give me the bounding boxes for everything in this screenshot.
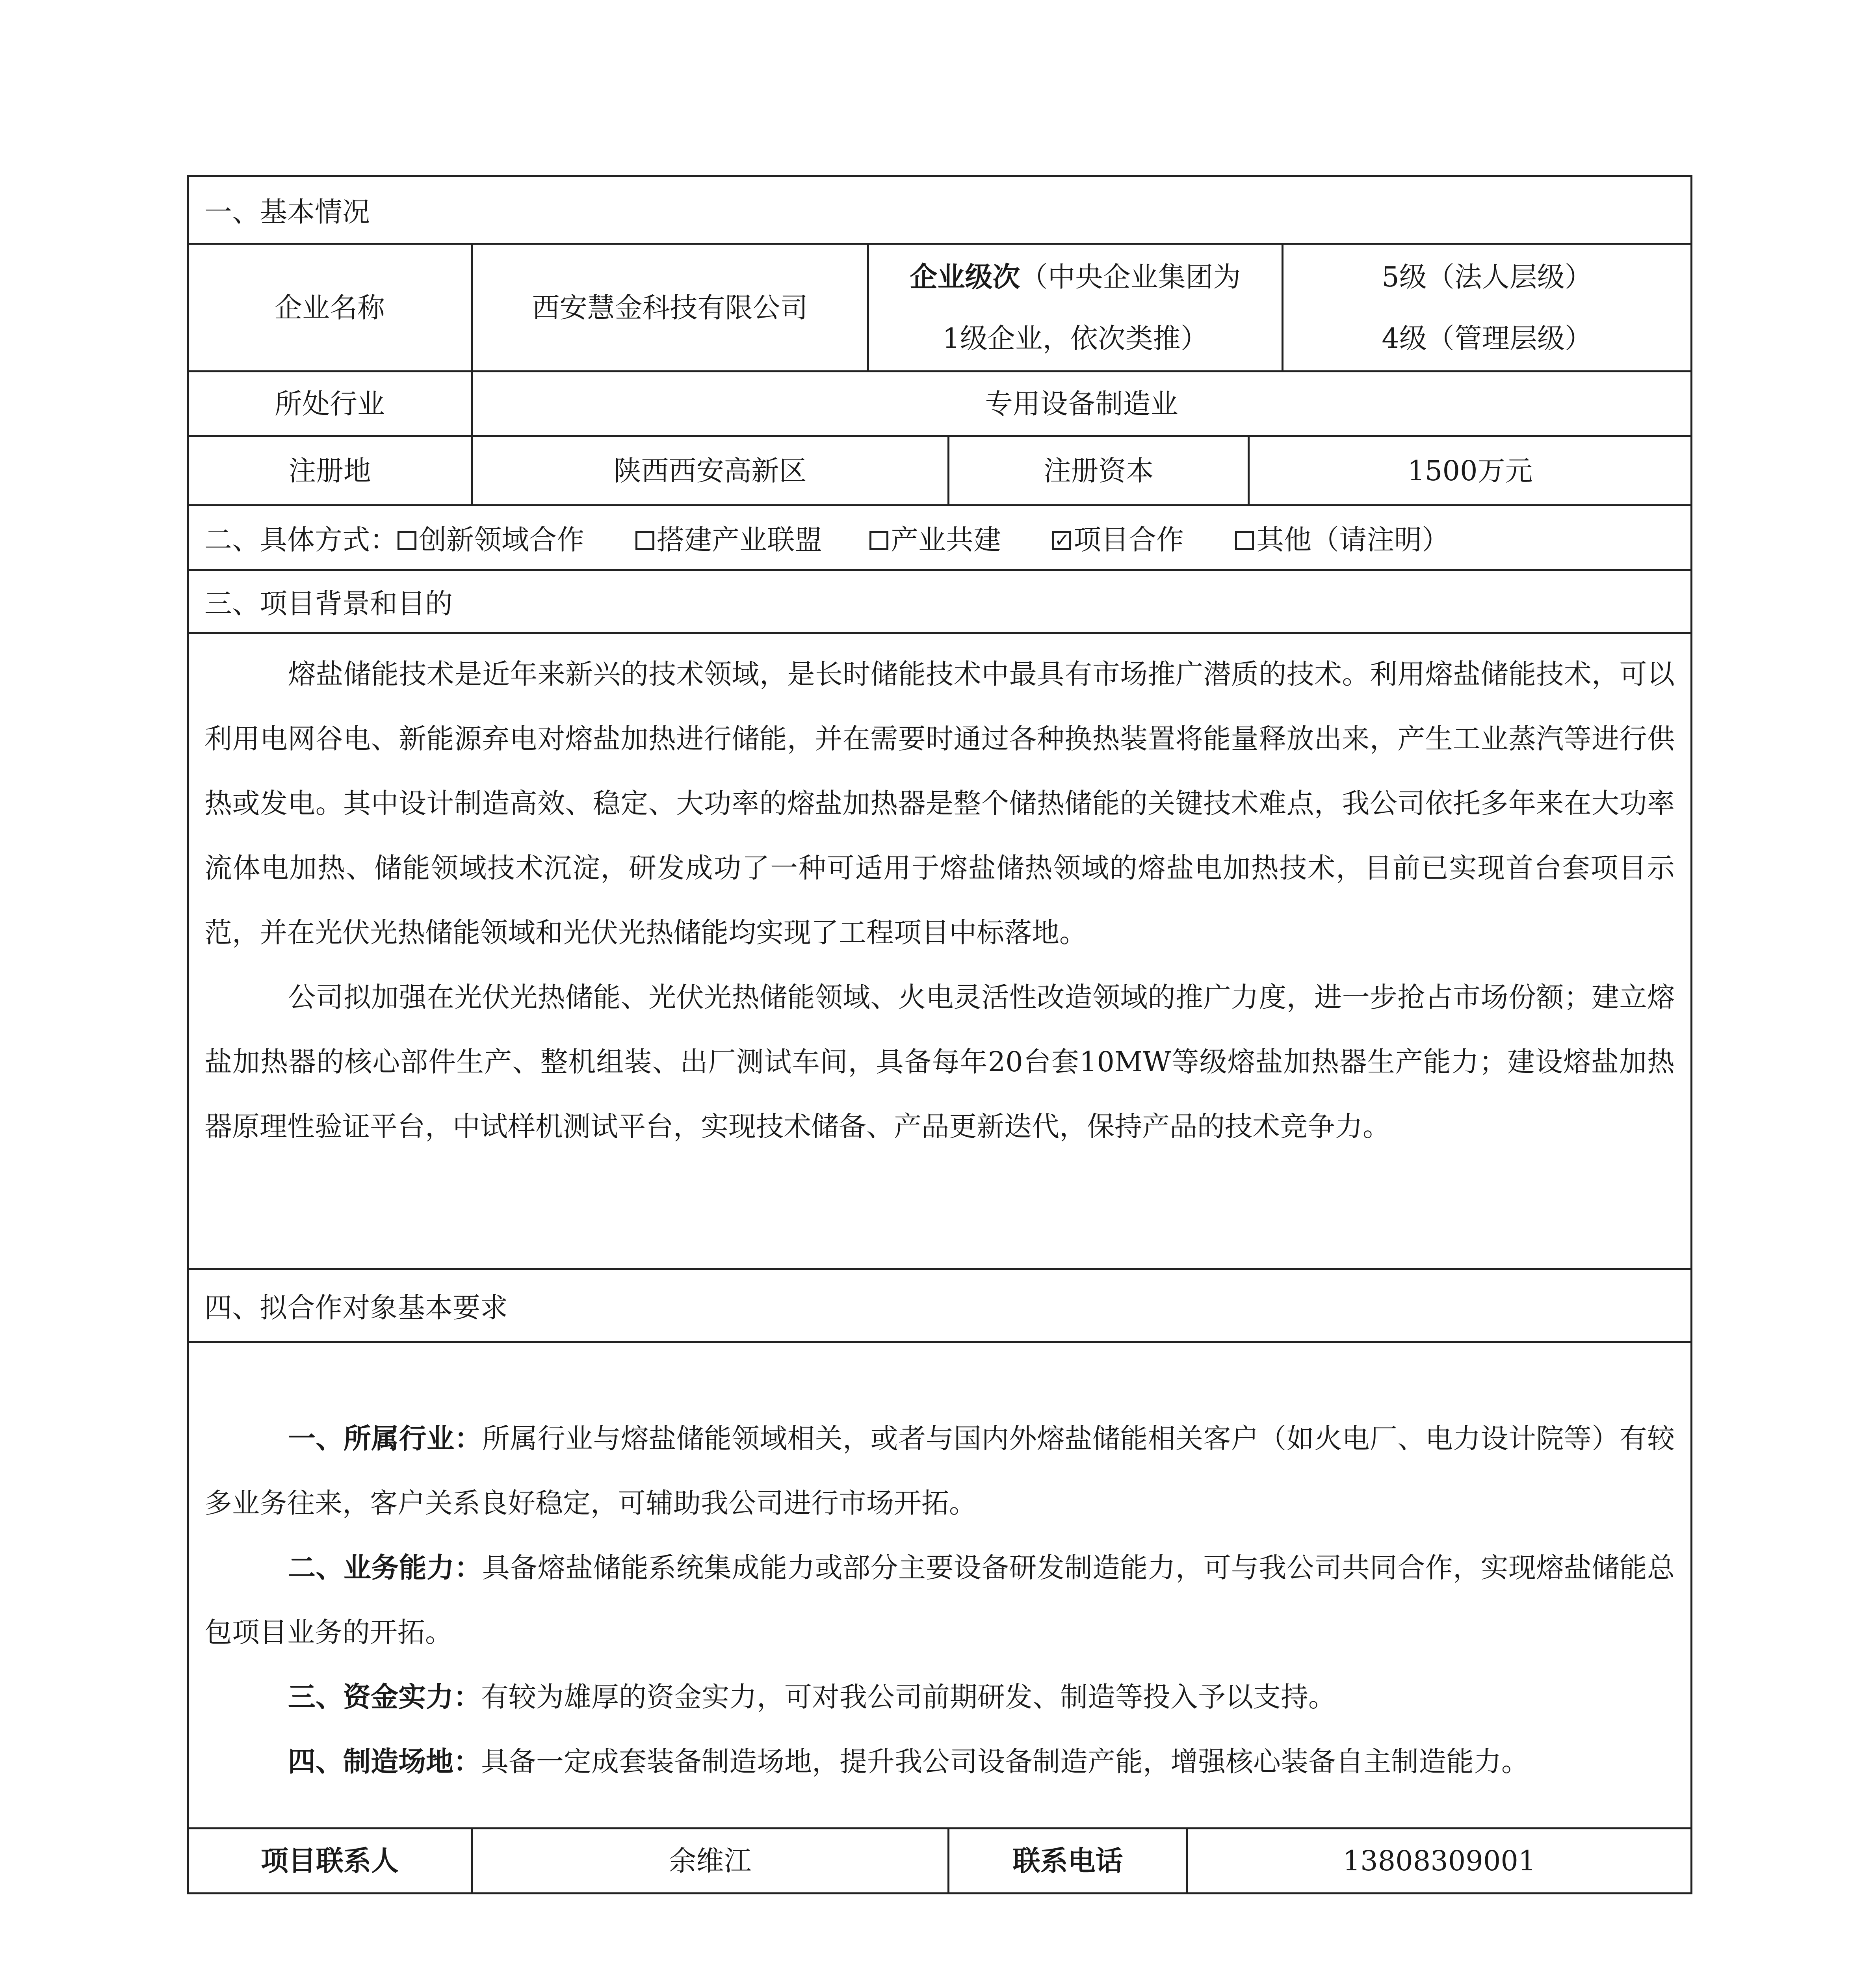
level-label-bold: 企业级次	[910, 260, 1020, 293]
requirement-item: 四、制造场地：具备一定成套装备制造场地，提升我公司设备制造产能，增强核心装备自主制造能力。	[288, 1745, 1529, 1778]
checkbox-unchecked-icon[interactable]	[869, 531, 888, 550]
background-paragraph-1: 熔盐储能技术是近年来新兴的技术领域，是长时储能技术中最具有市场推广潜质的技术。利用熔盐储能技术，可以利用电网谷电、新能源弃电对熔盐加热进行储能，并在需要时通过各种换热装置将能量释放出来，产生工业蒸汽等进行供热或发电。其中设计制造高效、稳定、大功率的熔盐加热器是整个储热储能的关键技术难点，我公司依托多年来在大功率流体电加热、储能领域技术沉淀，研发成功了一种可适用于熔盐储热领域的熔盐电加热技术，目前已实现首台套项目示范，并在光伏光热储能领域和光伏光热储能均实现了工程项目中标落地。	[204, 658, 1675, 949]
background-paragraph-2: 公司拟加强在光伏光热储能、光伏光热储能领域、火电灵活性改造领域的推广力度，进一步抢占市场份额；建立熔盐加热器的核心部件生产、整机组装、出厂测试车间，具备每年20台套10MW等级熔盐加热器生产能力；建设熔盐加热器原理性验证平台，中试样机测试平台，实现技术储备、产品更新迭代，保持产品的技术竞争力。	[204, 981, 1675, 1143]
section-background-title: 三、项目背景和目的	[204, 587, 453, 620]
checkbox-unchecked-icon[interactable]	[635, 531, 654, 550]
method-label: 二、具体方式：	[204, 524, 397, 556]
method-row	[187, 504, 1692, 569]
checkbox-checked-icon[interactable]: ✓	[1052, 531, 1071, 550]
industry-value: 专用设备制造业	[471, 372, 1690, 435]
checkbox-unchecked-icon[interactable]	[397, 531, 416, 550]
form-table	[187, 175, 1692, 1894]
method-option-alliance[interactable]: 搭建产业联盟	[635, 518, 822, 558]
industry-row	[187, 370, 1692, 435]
company-value: 西安慧金科技有限公司	[471, 245, 867, 370]
section-requirements-title: 四、拟合作对象基本要求	[204, 1292, 508, 1324]
reg-place-label: 注册地	[288, 454, 371, 487]
contact-row	[187, 1827, 1692, 1894]
level-value-line1: 5级（法人层级）	[1382, 260, 1592, 293]
method-options	[189, 506, 1690, 569]
registration-row	[187, 435, 1692, 504]
level-value	[1282, 245, 1690, 370]
requirements-body	[187, 1341, 1692, 1827]
level-label-line2: 1级企业，依次类推）	[942, 322, 1208, 355]
checkbox-unchecked-icon[interactable]	[1235, 531, 1254, 550]
method-option-innovation[interactable]: 创新领域合作	[397, 518, 584, 558]
requirement-item: 一、所属行业：所属行业与熔盐储能领域相关，或者与国内外熔盐储能相关客户（如火电厂、电力设计院等）有较多业务往来，客户关系良好稳定，可辅助我公司进行市场开拓。	[204, 1422, 1675, 1519]
industry-label: 所处行业	[275, 387, 385, 420]
section-basic-row	[187, 175, 1692, 243]
contact-person-value: 余维江	[471, 1829, 947, 1892]
background-body	[187, 632, 1692, 1268]
level-label	[867, 245, 1282, 370]
level-value-line2: 4级（管理层级）	[1382, 322, 1592, 355]
contact-person-label: 项目联系人	[261, 1844, 399, 1877]
reg-capital-value: 1500万元	[1248, 437, 1690, 504]
section-background-row	[187, 569, 1692, 632]
requirement-item: 二、业务能力：具备熔盐储能系统集成能力或部分主要设备研发制造能力，可与我公司共同合作，实现熔盐储能总包项目业务的开拓。	[204, 1551, 1675, 1648]
contact-phone-value: 13808309001	[1186, 1829, 1690, 1892]
method-option-project[interactable]: ✓ 项目合作	[1052, 518, 1184, 558]
requirement-item: 三、资金实力：有较为雄厚的资金实力，可对我公司前期研发、制造等投入予以支持。	[288, 1680, 1336, 1713]
company-label: 企业名称	[275, 291, 385, 324]
reg-place-value: 陕西西安高新区	[471, 437, 947, 504]
section-basic-title: 一、基本情况	[204, 196, 370, 228]
level-label-rest: （中央企业集团为	[1020, 260, 1241, 293]
company-row	[187, 243, 1692, 370]
method-option-co-construction[interactable]: 产业共建	[869, 518, 1001, 558]
reg-capital-label: 注册资本	[947, 437, 1248, 504]
section-requirements-row	[187, 1268, 1692, 1341]
method-option-other[interactable]: 其他（请注明）	[1235, 518, 1449, 558]
contact-phone-label: 联系电话	[947, 1829, 1186, 1892]
